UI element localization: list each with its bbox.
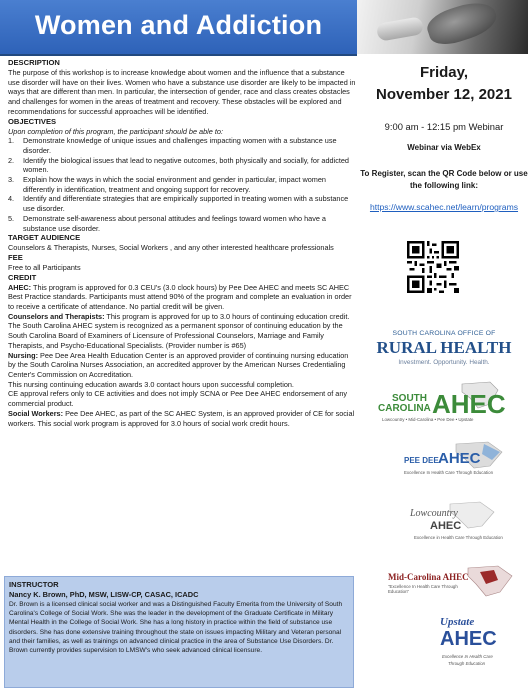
credit-heading: CREDIT: [8, 272, 37, 282]
event-time: 9:00 am - 12:15 pm Webinar: [384, 121, 504, 132]
objective-item: 2. Identify the biological issues that lead to negative outcomes, both physically and socially, for addicted women.: [8, 155, 349, 175]
rural-health-logo-line2: RURAL HEALTH: [376, 338, 512, 357]
instructor-bio: Dr. Brown is a licensed clinical social worker and was a Distinguished Faculty Emerita from the University of South Carolina's College of Social Work. She was the leader in the development of the Graduate Certificate in Military Mental Health in the College of Social Work. She has a long history in practice within the field of substance use disorders. She has done extensive training throughout the state on issues impacting Military and Veteran personal and their families, as well as trainings on advanced clinical practice in the area of Substance Use Disorders. Dr. Brown currently provides supervision to LMSW's who seek advanced clinical licensure.: [9, 601, 343, 655]
objective-item: 4. Identify and differentiate strategies that are empirically supported in treating women with a substance use disorder.: [8, 194, 349, 214]
instructor-name: Nancy K. Brown, PhD, MSW, LISW-CP, CASAC, ICADC: [9, 590, 199, 599]
midcarolina-tagline: "Excellence In Health Care Through Education": [388, 584, 458, 594]
header-photo: [357, 0, 528, 54]
credit-counselors: Counselors and Therapists: This program is approved for up to 3.0 hours of continuing education credit. The South Carolina AHEC system is recognized as a permanent sponsor of continuing education by the South Carolina Board of Examiners of Licensure of Professional Counselors, Marriage and Family Therapists, and Psycho-Educational Specialists. (Provider number is #65): [8, 311, 350, 350]
instructor-heading: INSTRUCTOR: [9, 580, 59, 589]
lowcountry-name: Lowcountry: [410, 508, 458, 519]
sc-ahec-logo: [378, 380, 518, 426]
objectives-intro: Upon completion of this program, the participant should be able to:: [8, 126, 223, 136]
upstate-ahec-logo: [440, 616, 520, 688]
credit-nursing-hours: This nursing continuing education awards 3.0 contact hours upon successful completion.: [8, 379, 294, 389]
fee-text: Free to all Participants: [8, 262, 81, 272]
upstate-tagline-1: Excellence In Health Care: [442, 654, 493, 659]
page-title: Women and Addiction: [34, 10, 323, 40]
qr-code-icon[interactable]: [407, 241, 459, 293]
audience-text: Counselors & Therapists, Nurses, Social Workers , and any other interested healthcare professionals: [8, 243, 334, 253]
objectives-list: [8, 136, 358, 233]
upstate-tagline-2: Through Education: [448, 661, 486, 666]
upstate-ahec-word: AHEC: [440, 628, 497, 650]
instructor-box: [4, 576, 354, 688]
title-banner: [0, 0, 357, 56]
lowcountry-ahec-logo: [404, 500, 514, 550]
lowcountry-ahec-word: AHEC: [430, 520, 462, 532]
event-day: Friday,: [419, 64, 469, 81]
peedee-name: PEE DEE: [404, 456, 439, 465]
peedee-ahec-logo: [404, 440, 514, 484]
sc-ahec-word: AHEC: [432, 389, 506, 419]
objective-item: 3. Explain how the ways in which the social environment and gender in particular, impact women differently in identification, treatment and ongoing support for recovery.: [8, 175, 326, 194]
credit-social-workers: Social Workers: Pee Dee AHEC, as part of the SC AHEC System, is an approved provider of CE for social workers. This social work program is approved for 3.0 hours of social work credit hours.: [8, 408, 355, 428]
event-date: November 12, 2021: [376, 86, 512, 103]
objectives-heading: OBJECTIVES: [8, 116, 57, 126]
registration-link[interactable]: https://www.scahec.net/learn/programs: [369, 202, 519, 212]
sc-ahec-carolina: CAROLINA: [378, 403, 431, 414]
description-text: The purpose of this workshop is to increase knowledge about women and the influence that a substance use disorder will have on their lives. Women who have a substance use disorder are likely to be impacted in ways that are different than men. In particular, the intersection of gender, race and class creates obstacles and challenges for women in the areas of treatment and recovery. These obstacles will be explored and recommendations for successful approaches will be identified.: [8, 68, 356, 116]
fee-heading: FEE: [8, 252, 23, 262]
hand-image: [423, 0, 500, 50]
credit-nursing: Nursing: Pee Dee Area Health Education Center is an approved provider of continuing nursing education by the South Carolina Nurses Association, an accredited approver by the American Nurses Credentialing Center's Commission on Accreditation.: [8, 350, 349, 379]
upstate-name: Upstate: [440, 616, 475, 628]
sc-ahec-tagline: Lowcountry • Mid-Carolina • Pee Dee • Upstate: [382, 417, 474, 422]
sc-ahec-south: SOUTH: [392, 393, 427, 404]
main-content: [8, 58, 358, 428]
register-instructions: To Register, scan the QR Code below or use the following link:: [360, 169, 528, 190]
description-heading: DESCRIPTION: [8, 58, 60, 67]
midcarolina-name: Mid-Carolina AHEC: [388, 572, 469, 582]
credit-ahec: AHEC: This program is approved for 0.3 CEU's (3.0 clock hours) by Pee Dee AHEC and meets SC AHEC Best Practice standards. Participants must attend 90% of the program and complete an evaluation in order to receive a certificate of attendance. No partial credit will be given.: [8, 282, 352, 312]
audience-heading: TARGET AUDIENCE: [8, 233, 81, 243]
event-platform: Webinar via WebEx: [407, 143, 481, 152]
rural-health-logo-tagline: Investment. Opportunity. Health.: [398, 359, 490, 366]
peedee-ahec-word: AHEC: [438, 450, 481, 467]
objective-item: 1. Demonstrate knowledge of unique issues and challenges impacting women with a substance use disorder.: [8, 136, 337, 155]
peedee-tagline: Excellence In Health Care Through Education: [404, 470, 494, 475]
midcarolina-ahec-logo: [388, 562, 518, 602]
pill-bottle-image: [376, 16, 424, 42]
objective-item: 5. Demonstrate self-awareness about personal attitudes and feelings toward women who have a substance use disorder.: [8, 213, 326, 233]
credit-nursing-disclaimer: CE approval refers only to CE activities and does not imply SCNA or Pee Dee AHEC endorsement of any commercial product.: [8, 389, 348, 409]
lowcountry-tagline: Excellence in Health Care Through Education: [414, 535, 503, 540]
rural-health-logo-line1: SOUTH CAROLINA OFFICE OF: [392, 330, 496, 337]
